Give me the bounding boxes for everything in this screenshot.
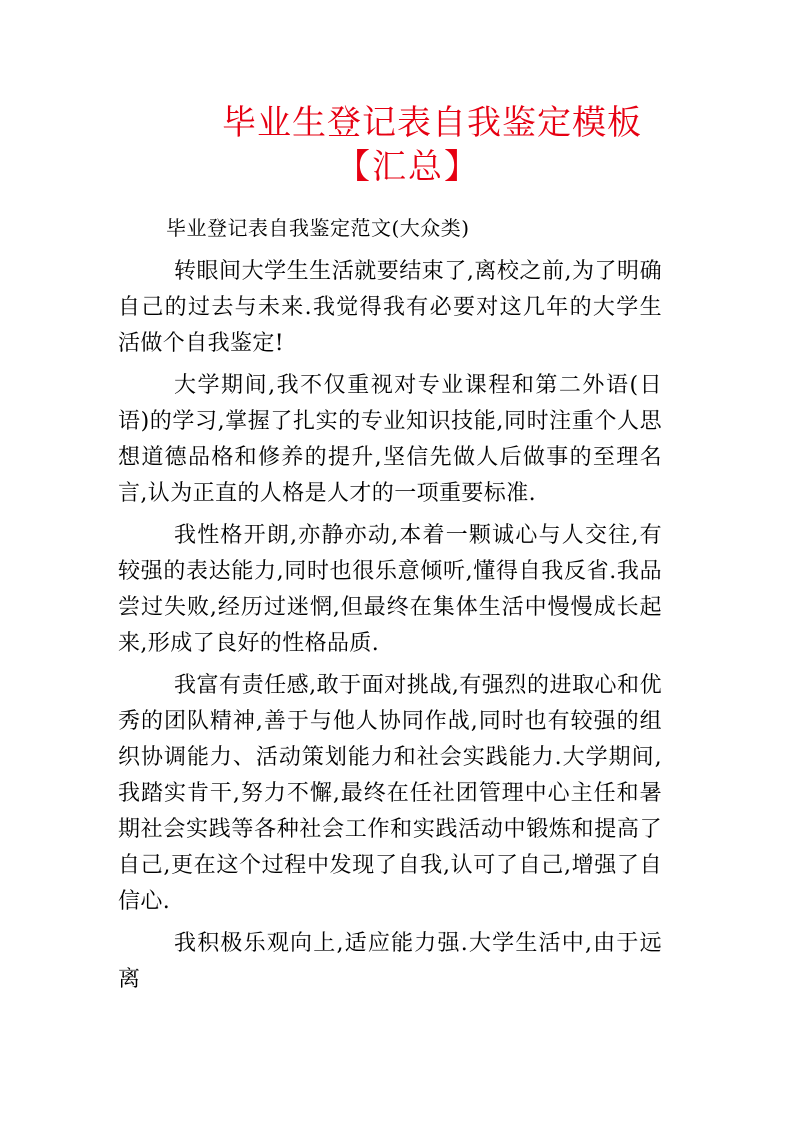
document-heading: 毕业登记表自我鉴定范文(大众类) [166, 216, 470, 240]
paragraph-study: 大学期间,我不仅重视对专业课程和第二外语(日语)的学习,掌握了扎实的专业知识技能,同时注重个人思想道德品格和修养的提升,坚信先做人后做事的至理名言,认为正直的人格是人才的一项重要标准. [118, 373, 662, 506]
page-subtitle: 【汇总】 [336, 147, 480, 187]
document-body [118, 254, 662, 1004]
paragraph-intro: 转眼间大学生生活就要结束了,离校之前,为了明确自己的过去与未来.我觉得我有必要对这几年的大学生活做个自我鉴定! [118, 259, 662, 356]
paragraph-responsibility: 我富有责任感,敢于面对挑战,有强烈的进取心和优秀的团队精神,善于与他人协同作战,同时也有较强的组织协调能力、活动策划能力和社会实践能力.大学期间,我踏实肯干,努力不懈,最终在任社团管理中心主任和暑期社会实践等各种社会工作和实践活动中锻炼和提高了自己,更在这个过程中发现了自我,认可了自己,增强了自信心. [118, 673, 662, 914]
paragraph-optimism: 我积极乐观向上,适应能力强.大学生活中,由于远离 [118, 931, 662, 992]
page-title: 毕业生登记表自我鉴定模板 [222, 103, 642, 143]
paragraph-personality: 我性格开朗,亦静亦动,本着一颗诚心与人交往,有较强的表达能力,同时也很乐意倾听,懂得自我反省.我品尝过失败,经历过迷惘,但最终在集体生活中慢慢成长起来,形成了良好的性格品质. [118, 523, 662, 656]
